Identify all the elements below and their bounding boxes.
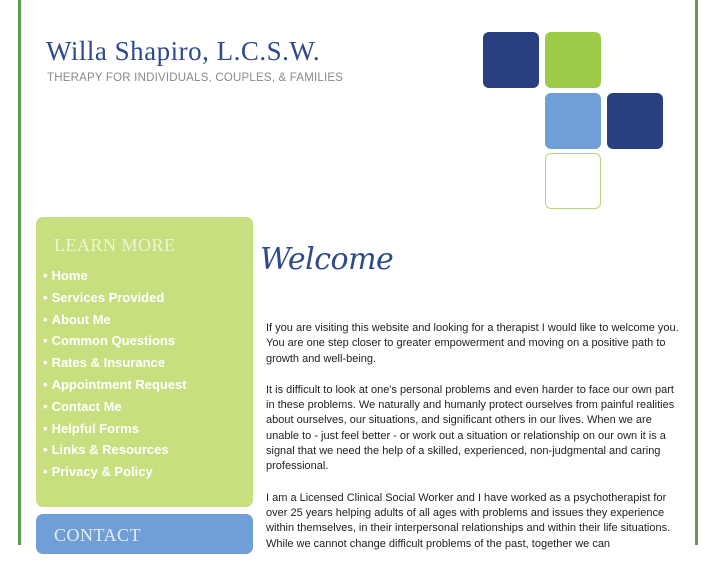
nav-item-common-questions[interactable]: • Common Questions bbox=[43, 333, 176, 349]
nav-item-label: Rates & Insurance bbox=[51, 355, 165, 371]
nav-item-services-provided[interactable]: • Services Provided bbox=[43, 289, 165, 305]
nav-item-helpful-forms[interactable]: • Helpful Forms bbox=[43, 420, 139, 436]
decorative-square-outline bbox=[545, 153, 601, 209]
nav-item-label: Home bbox=[51, 268, 88, 283]
site-title[interactable]: Willa Shapiro, L.C.S.W. bbox=[46, 36, 321, 66]
contact-panel bbox=[36, 514, 253, 554]
nav-item-privacy-policy[interactable]: • Privacy & Policy bbox=[43, 464, 153, 480]
learn-more-heading: LEARN MORE bbox=[54, 235, 176, 255]
body-paragraph: It is difficult to look at one's personal problems and even harder to face our own part in these problems. We naturally and humanly protect ourselves from painful realities about ourselves, our situations, and significant others in our lives. When we are unable to - just feel better - or work out a situation or relationship on our own it is a signal that we need the help of a skilled, experienced, non-judgmental and caring professional. bbox=[266, 383, 675, 473]
nav-item-label: Helpful Forms bbox=[51, 420, 139, 436]
main-nav bbox=[43, 265, 187, 483]
welcome-heading: Welcome bbox=[260, 242, 394, 277]
site-tagline: THERAPY FOR INDIVIDUALS, COUPLES, & FAMILIES bbox=[47, 72, 344, 84]
main-content bbox=[266, 321, 681, 568]
contact-heading: CONTACT bbox=[54, 525, 142, 545]
nav-item-appointment-request[interactable]: • Appointment Request bbox=[43, 376, 187, 392]
nav-item-label: Contact Me bbox=[51, 398, 122, 414]
decorative-square-lime bbox=[545, 32, 601, 88]
nav-item-label: About Me bbox=[51, 311, 111, 327]
nav-item-about-me[interactable]: • About Me bbox=[43, 311, 111, 327]
nav-item-label: Services Provided bbox=[51, 289, 165, 305]
intro-paragraph: If you are visiting this website and looking for a therapist I would like to welcome you. You are one step closer to greater empowerment and moving on a positive path to growth and well-being. bbox=[266, 322, 679, 365]
body-paragraph: I am a Licensed Clinical Social Worker and I have worked as a psychotherapist for over 25 years helping adults of all ages with problems and issues they experience within themselves, in their interpersonal relationships and within their life situations. While we cannot change difficult problems of the past, together we can bbox=[266, 491, 671, 550]
decorative-square-navy-2 bbox=[607, 93, 663, 149]
nav-item-home[interactable]: • Home bbox=[43, 268, 88, 283]
decorative-square-navy-1 bbox=[483, 32, 539, 88]
nav-item-links-resources[interactable]: • Links & Resources bbox=[43, 442, 169, 458]
decorative-square-sky bbox=[545, 93, 601, 149]
nav-item-label: Appointment Request bbox=[51, 376, 187, 392]
site-header bbox=[46, 36, 320, 67]
learn-more-panel bbox=[36, 217, 253, 507]
nav-item-rates-insurance[interactable]: • Rates & Insurance bbox=[43, 355, 165, 371]
nav-item-label: Privacy & Policy bbox=[51, 464, 153, 480]
nav-item-contact-me[interactable]: • Contact Me bbox=[43, 398, 122, 414]
nav-item-label: Links & Resources bbox=[51, 442, 169, 458]
nav-item-label: Common Questions bbox=[51, 333, 176, 349]
